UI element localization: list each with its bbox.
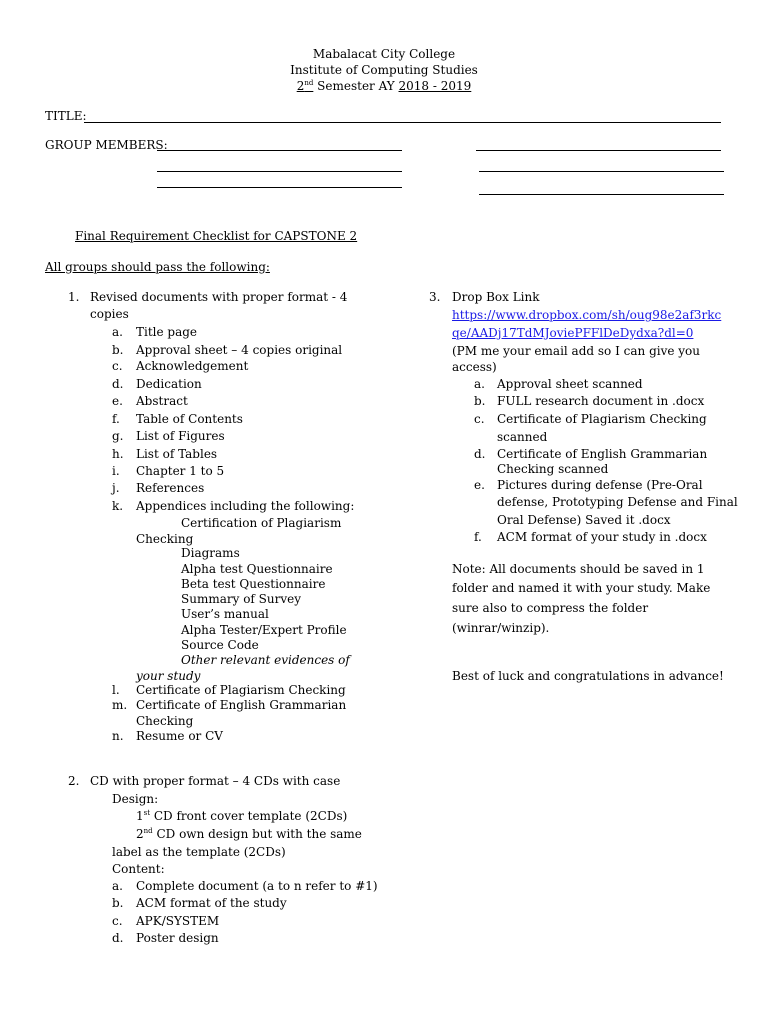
list-item: Resume or CV [136,729,223,743]
note-text: sure also to compress the folder [452,601,649,615]
closing-text: Best of luck and congratulations in advance! [452,669,724,683]
list-item-letter: d. [474,447,486,461]
list-item-cont: Checking [136,714,194,728]
member-field-line[interactable] [479,194,724,195]
intro-text: All groups should pass the following: [45,260,270,274]
section2-number: 2. [68,774,80,788]
list-item: List of Figures [136,429,225,443]
appendix-item-cont: Checking [136,532,194,546]
list-item-letter: c. [112,359,123,373]
list-item-letter: f. [112,412,120,426]
academic-year: 2018 - 2019 [398,79,472,93]
list-item-letter: e. [112,394,123,408]
member-field-line[interactable] [157,150,402,151]
list-item-letter: a. [112,879,123,893]
note-text: folder and named it with your study. Make [452,581,711,595]
list-item: Certificate of Plagiarism Checking [497,412,707,426]
note-text: (winrar/winzip). [452,621,550,635]
semester-label: Semester AY [317,79,395,93]
college-name: Mabalacat City College [312,47,456,61]
group-members-label: GROUP MEMBERS: [45,138,168,152]
cd1-line: 1st CD front cover template (2CDs) [136,809,348,823]
list-item-letter: j. [112,481,120,495]
institute-name: Institute of Computing Studies [290,63,478,77]
list-item-letter: d. [112,377,124,391]
list-item-letter: h. [112,447,124,461]
cd2-line: 2nd CD own design but with the same [136,827,362,841]
list-item: References [136,481,205,495]
list-item-letter: e. [474,478,485,492]
list-item: Dedication [136,377,202,391]
list-item-letter: k. [112,499,124,513]
list-item: Acknowledgement [136,359,249,373]
list-item: APK/SYSTEM [136,914,220,928]
list-item: Certificate of English Grammarian [497,447,708,461]
section2-title: CD with proper format – 4 CDs with case [90,774,341,788]
list-item: Table of Contents [136,412,243,426]
list-item: Title page [136,325,198,339]
list-item-letter: d. [112,931,124,945]
list-item: Poster design [136,931,219,945]
semester-line [0,78,768,94]
list-item-letter: c. [112,914,123,928]
list-item-letter: a. [474,377,485,391]
list-item-letter: f. [474,530,482,544]
title-field-line[interactable] [84,122,721,123]
member-field-line[interactable] [157,171,402,172]
section1-title-cont: copies [90,307,129,321]
list-item-cont: defense, Prototyping Defense and Final [497,495,738,509]
design-label: Design: [112,792,159,806]
checklist-title: Final Requirement Checklist for CAPSTONE 2 [75,229,358,243]
appendix-item: User’s manual [181,607,269,621]
pm-note: (PM me your email add so I can give you [452,344,701,358]
list-item-letter: c. [474,412,485,426]
list-item: ACM format of your study in .docx [497,530,707,544]
dropbox-link[interactable]: https://www.dropbox.com/sh/oug98e2af3rkc [452,308,722,322]
appendix-item: Alpha test Questionnaire [181,562,333,576]
list-item: FULL research document in .docx [497,394,705,408]
member-field-line[interactable] [479,171,724,172]
list-item-letter: a. [112,325,123,339]
section1-number: 1. [68,290,80,304]
list-item-cont: scanned [497,430,548,444]
appendix-item: Diagrams [181,546,240,560]
appendix-item: Source Code [181,638,259,652]
list-item-letter: b. [112,343,124,357]
section3-title: Drop Box Link [452,290,540,304]
note-text: Note: All documents should be saved in 1 [452,562,705,576]
content-label: Content: [112,862,165,876]
pm-note-cont: access) [452,360,497,374]
list-item: Certificate of Plagiarism Checking [136,683,346,697]
list-item: Pictures during defense (Pre-Oral [497,478,703,492]
list-item: Chapter 1 to 5 [136,464,225,478]
list-item-cont: Oral Defense) Saved it .docx [497,513,671,527]
list-item-letter: i. [112,464,120,478]
list-item-letter: b. [112,896,124,910]
section3-number: 3. [429,290,441,304]
appendix-item: Certification of Plagiarism [181,516,342,530]
list-item-letter: l. [112,683,120,697]
dropbox-link-cont[interactable]: qe/AADj17TdMJoviePFFlDeDydxa?dl=0 [452,326,694,340]
list-item: Approval sheet scanned [497,377,643,391]
list-item: ACM format of the study [136,896,287,910]
list-item-letter: n. [112,729,124,743]
appendix-item: Other relevant evidences of [181,653,350,667]
list-item-letter: g. [112,429,124,443]
title-label: TITLE: [45,109,87,123]
appendix-item-cont: your study [136,669,201,683]
cd2-line-cont: label as the template (2CDs) [112,845,286,859]
section1-title: Revised documents with proper format - 4 [90,290,348,304]
list-item: Certificate of English Grammarian [136,698,347,712]
appendix-item: Summary of Survey [181,592,302,606]
appendix-item: Alpha Tester/Expert Profile [181,623,347,637]
list-item: Complete document (a to n refer to #1) [136,879,378,893]
list-item: Appendices including the following: [136,499,355,513]
list-item: Abstract [136,394,188,408]
member-field-line[interactable] [476,150,721,151]
list-item-cont: Checking scanned [497,462,609,476]
appendix-item: Beta test Questionnaire [181,577,326,591]
list-item-letter: b. [474,394,486,408]
list-item: List of Tables [136,447,218,461]
semester-number: 2nd [296,79,314,93]
list-item: Approval sheet – 4 copies original [136,343,343,357]
member-field-line[interactable] [157,187,402,188]
list-item-letter: m. [112,698,128,712]
